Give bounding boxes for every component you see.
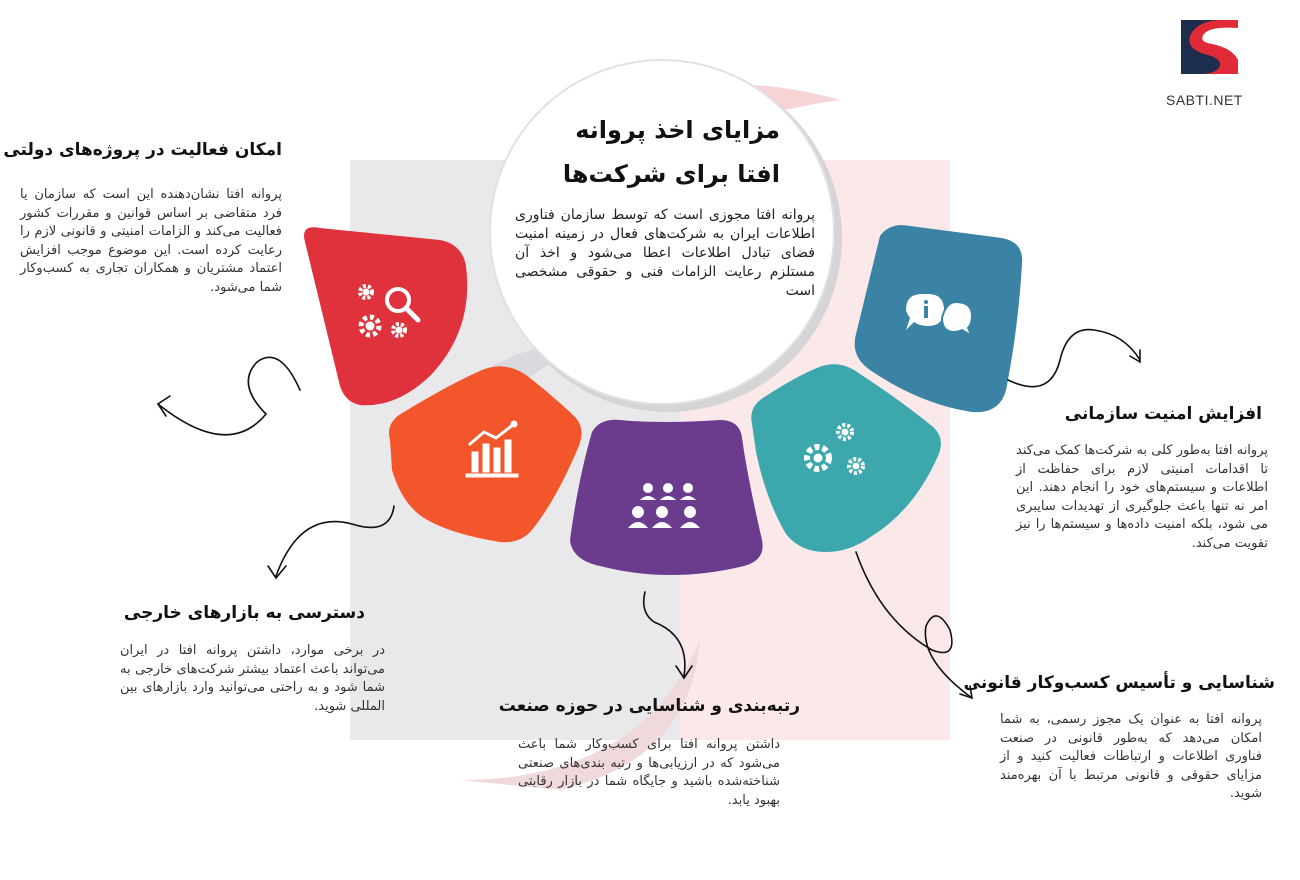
benefit-text-government-projects: پروانه افتا نشان‌دهنده این است که سازمان یا فرد متقاضی بر اساس قوانین و مقررات کشور فعالیت می‌کند و الزامات امنیتی و قانونی لازم را رعایت کرده است. این موضوع موجب افزایش اعتماد مشتریان و همکاران تجاری به کسب‌وکار شما می‌شود. (20, 187, 282, 295)
benefit-title-organizational-security: افزایش امنیت سازمانی (1064, 404, 1262, 424)
benefit-shape-industry-ranking (570, 420, 763, 575)
sabti-logo-icon (1181, 20, 1238, 74)
benefit-text-organizational-security: پروانه افتا به‌طور کلی به شرکت‌ها کمک می‌کند تا اقدامات امنیتی لازم برای حفاظت از اطلاعات و سیستم‌های خود را انجام دهند. این امر نه تنها باعث جلوگیری از تهدیدات سایبری می شود، بلکه امنیت داده‌ها و سیستم‌ها را نیز تقویت می‌کند. (1016, 443, 1268, 551)
arrow-organizational-security (1008, 330, 1140, 387)
benefit-title-industry-ranking: رتبه‌بندی و شناسایی در حوزه صنعت (498, 696, 800, 716)
page-title (515, 108, 780, 196)
intro-text: پروانه افتا مجوزی است که توسط سازمان فناوری اطلاعات ایران به شرکت‌های فعال در زمینه امنیت فضای تبادل اطلاعات اعطا می‌شود و اخذ آن مستلزم رعایت الزامات فنی و حقوقی مشخصی است (515, 207, 815, 299)
benefit-text-legal-business: پروانه افتا به عنوان یک مجوز رسمی، به شما امکان می‌دهد که به‌طور قانونی در صنعت فناوری اطلاعات و ارتباطات فعالیت کنید و از مزایای حقوقی و قانونی مرتبط با آن بهره‌مند شوید. (1000, 712, 1262, 801)
benefit-text-industry-ranking: داشتن پروانه افتا برای کسب‌وکار شما باعث می‌شود که در ارزیابی‌ها و رتبه بندی‌های صنعتی شناخته‌شده باشید و جایگاه شما در بازار رقابتی بهبود یابد. (518, 737, 780, 808)
benefit-title-foreign-markets: دسترسی به بازارهای خارجی (123, 603, 365, 623)
page-title-line-1: مزایای اخذ پروانه (575, 116, 780, 144)
brand-name: SABTI.NET (1166, 92, 1243, 108)
benefit-title-legal-business: شناسایی و تأسیس کسب‌وکار قانونی (963, 673, 1275, 693)
benefit-title-government-projects: امکان فعالیت در پروژه‌های دولتی (3, 140, 282, 160)
arrow-government-projects-head (158, 396, 170, 416)
arrow-government-projects (158, 357, 300, 434)
benefit-text-foreign-markets: در برخی موارد، داشتن پروانه افتا در ایران می‌تواند باعث اعتماد بیشتر شرکت‌های خارجی به شما شود و به راحتی می‌توانید وارد بازارهای بین المللی شوید. (120, 643, 385, 714)
page-title-line-2: افتا برای شرکت‌ها (562, 160, 780, 188)
